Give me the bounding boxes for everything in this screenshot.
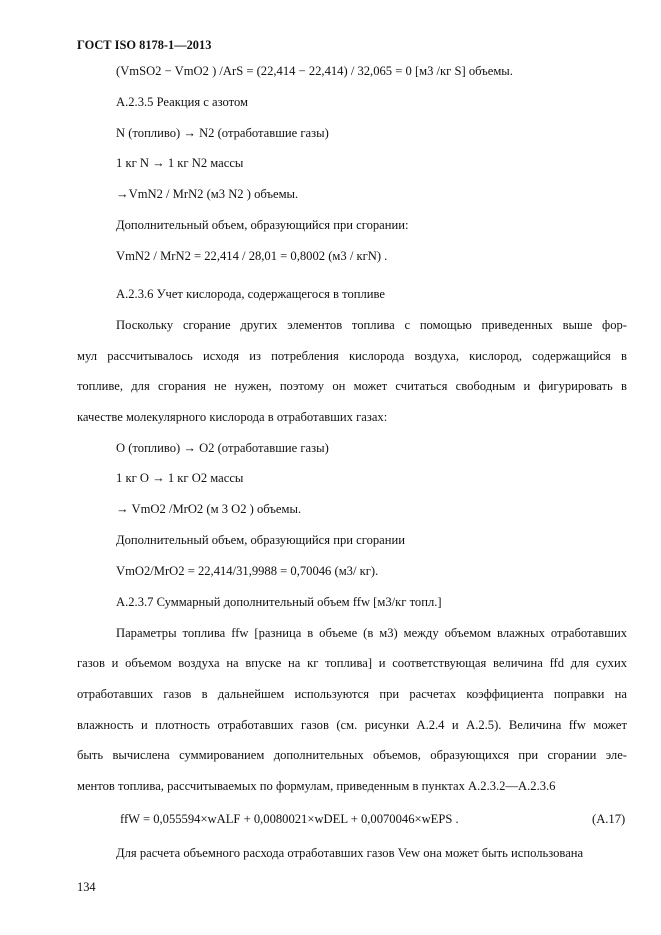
reaction-oxygen: O (топливо) → O2 (отработавшие газы)	[116, 441, 329, 455]
volume-oxygen: → VmO2 /MrO2 (м 3 O2 ) объемы.	[116, 502, 302, 516]
paragraph-line: быть вычислена суммированием дополнительных объемов, образующихся при сгорании эле-	[77, 748, 627, 762]
formula-nitrogen-volume: VmN2 / MrN2 = 22,414 / 28,01 = 0,8002 (м3 / кгN) .	[116, 249, 388, 263]
section-heading-a235: A.2.3.5 Реакция с азотом	[116, 95, 249, 109]
formula-oxygen-volume: VmO2/MrO2 = 22,414/31,9988 = 0,70046 (м3/ кг).	[116, 564, 379, 578]
mass-oxygen: 1 кг O → 1 кг O2 массы	[116, 471, 244, 485]
paragraph-text: Дополнительный объем, образующийся при сгорании:	[116, 218, 409, 232]
paragraph-line: топливе, для сгорания не нужен, поэтому он может считаться свободным и фигурировать в	[77, 379, 627, 393]
paragraph-line: отработавших газов в дальнейшем используются при расчетах коэффициента поправки на	[77, 687, 627, 701]
paragraph-line: мул рассчитывалось исходя из потребления кислорода воздуха, кислород, содержащийся в	[77, 349, 627, 363]
paragraph-line: качестве молекулярного кислорода в отработавших газах:	[77, 410, 388, 424]
page-number: 134	[77, 880, 96, 894]
paragraph-line: Параметры топлива ffw [разница в объеме (в м3) между объемом влажных отработавших	[116, 626, 627, 640]
equation-number: (A.17)	[592, 812, 626, 826]
section-heading-a236: A.2.3.6 Учет кислорода, содержащегося в топливе	[116, 287, 385, 301]
paragraph-line: Поскольку сгорание других элементов топлива с помощью приведенных выше фор-	[116, 318, 627, 332]
volume-nitrogen: →VmN2 / MrN2 (м3 N2 ) объемы.	[116, 187, 299, 201]
paragraph-text: Дополнительный объем, образующийся при сгорании	[116, 533, 405, 547]
document-header: ГОСТ ISO 8178-1—2013	[77, 38, 212, 52]
mass-nitrogen: 1 кг N → 1 кг N2 массы	[116, 156, 244, 170]
paragraph-line: ментов топлива, рассчитываемых по формулам, приведенным в пунктах A.2.3.2—A.2.3.6	[77, 779, 556, 793]
section-heading-a237: A.2.3.7 Суммарный дополнительный объем ffw [м3/кг топл.]	[116, 595, 442, 609]
reaction-nitrogen: N (топливо) → N2 (отработавшие газы)	[116, 126, 329, 140]
equation-a17: ffW = 0,055594×wALF + 0,0080021×wDEL + 0,0070046×wEPS .	[120, 812, 459, 826]
paragraph-line: влажность и плотность отработавших газов (см. рисунки A.2.4 и A.2.5). Величина ffw может	[77, 718, 627, 732]
paragraph-line: Для расчета объемного расхода отработавших газов Vew она может быть использована	[116, 846, 584, 860]
formula-sulfur-volume: (VmSO2 − VmO2 ) /ArS = (22,414 − 22,414) / 32,065 = 0 [м3 /кг S] объемы.	[116, 64, 513, 78]
paragraph-line: газов и объемом воздуха на впуске на кг топлива] и соответствующая величина ffd для сухих	[77, 656, 627, 670]
